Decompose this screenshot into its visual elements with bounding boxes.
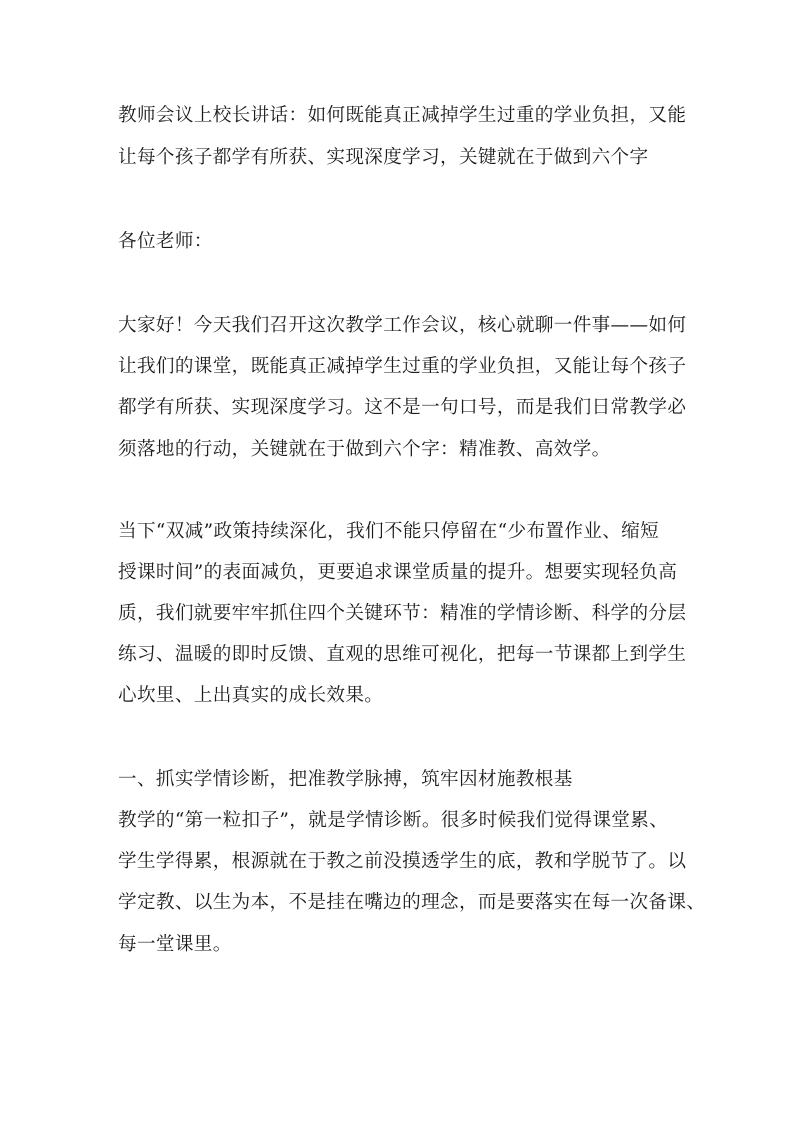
paragraph-1-line-2: 让我们的课堂，既能真正减掉学生过重的学业负担，又能让每个孩子 [118, 356, 687, 377]
paragraph-3-line-3: 学定教、以生为本，不是挂在嘴边的理念，而是要落实在每一次备课、 [118, 892, 706, 913]
paragraph-2-line-2: 授课时间”的表面减负，更要追求课堂质量的提升。想要实现轻负高 [118, 562, 678, 583]
salutation: 各位老师： [118, 231, 213, 252]
paragraph-2-line-5: 心坎里、上出真实的成长效果。 [118, 685, 384, 706]
paragraph-1-line-3: 都学有所获、实现深度学习。这不是一句口号，而是我们日常教学必 [118, 397, 687, 418]
paragraph-3-line-4: 每一堂课里。 [118, 934, 232, 955]
document-title-line-2: 让每个孩子都学有所获、实现深度学习，关键就在于做到六个字 [118, 147, 649, 168]
document-title-line-1: 教师会议上校长讲话：如何既能真正减掉学生过重的学业负担，又能 [118, 105, 687, 126]
paragraph-3-line-1: 教学的“第一粒扣子”，就是学情诊断。很多时候我们觉得课堂累、 [118, 810, 669, 831]
paragraph-2-line-1: 当下“双减”政策持续深化，我们不能只停留在“少布置作业、缩短 [118, 521, 660, 542]
paragraph-2-line-4: 练习、温暖的即时反馈、直观的思维可视化，把每一节课都上到学生 [118, 644, 687, 665]
paragraph-3-line-2: 学生学得累，根源就在于教之前没摸透学生的底，教和学脱节了。以 [118, 851, 687, 872]
paragraph-1-line-4: 须落地的行动，关键就在于做到六个字：精准教、高效学。 [118, 439, 611, 460]
paragraph-1-line-1: 大家好！今天我们召开这次教学工作会议，核心就聊一件事——如何 [118, 315, 687, 336]
section-1-heading: 一、抓实学情诊断，把准教学脉搏，筑牢因材施教根基 [118, 769, 573, 790]
paragraph-2-line-3: 质，我们就要牢牢抓住四个关键环节：精准的学情诊断、科学的分层 [118, 603, 687, 624]
